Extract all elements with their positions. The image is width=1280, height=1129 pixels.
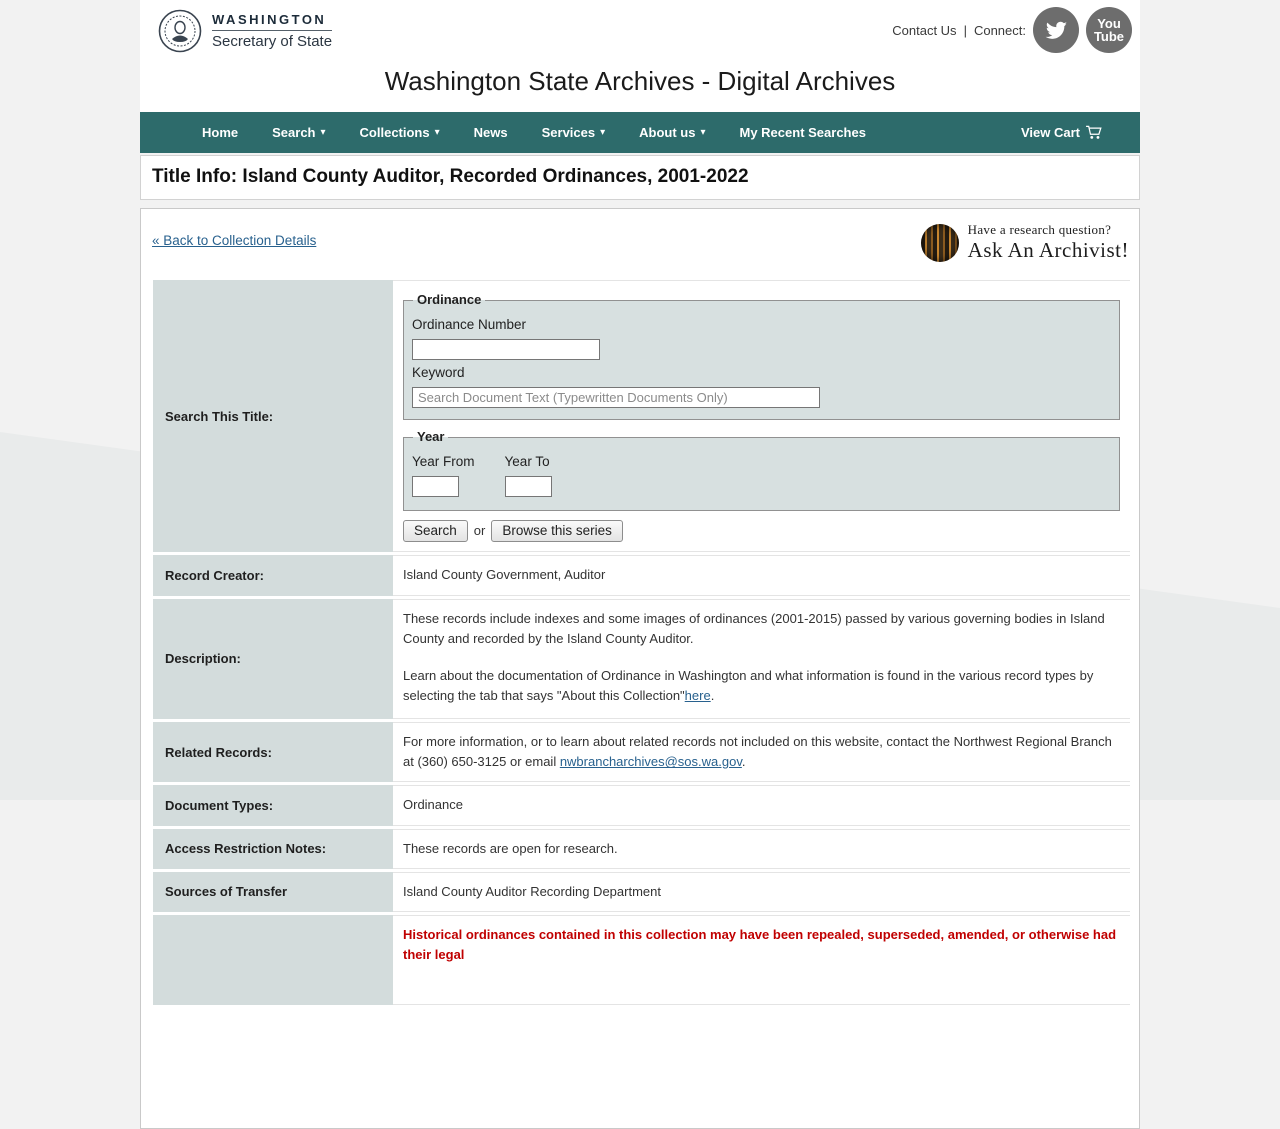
description-paragraph-1: These records include indexes and some images of ordinances (2001-2015) passed by various governing bodies in Island County and recorded by the Island County Auditor. xyxy=(403,610,1105,646)
keyword-label: Keyword xyxy=(412,365,465,381)
chevron-down-icon: ▾ xyxy=(434,126,440,138)
description-text-end: . xyxy=(710,688,715,704)
logo-washington: WASHINGTON xyxy=(212,12,332,31)
table-row-search-this-title xyxy=(153,280,1130,552)
related-records-text-end: . xyxy=(741,754,746,770)
ask-archivist-cta: Ask An Archivist! xyxy=(967,238,1129,262)
nav-about-us-label: About us xyxy=(639,125,696,140)
back-to-collection-link[interactable]: « Back to Collection Details xyxy=(152,233,317,248)
youtube-icon[interactable] xyxy=(1086,7,1132,53)
related-records-text: For more information, or to learn about related records not included on this website, contact the Northwest Regional Branch at (360) 650-3125 or email xyxy=(403,734,1112,770)
row-value xyxy=(393,915,1130,1005)
browse-series-button[interactable]: Browse this series xyxy=(491,520,623,542)
youtube-icon-text-top: You xyxy=(1097,16,1121,31)
site-header xyxy=(140,0,1140,112)
nav-home[interactable] xyxy=(185,112,255,153)
year-to-group xyxy=(505,449,552,497)
row-value: Island County Government, Auditor xyxy=(393,555,1130,595)
view-cart-button[interactable] xyxy=(1004,112,1120,153)
year-to-input[interactable] xyxy=(505,476,552,497)
page-title-band xyxy=(140,155,1140,200)
logo-secretary: Secretary of State xyxy=(212,33,333,50)
logo-text xyxy=(212,12,332,50)
year-fieldset xyxy=(403,427,1120,511)
row-label: Access Restriction Notes: xyxy=(153,829,393,869)
table-row-related-records xyxy=(153,722,1130,782)
nav-news[interactable] xyxy=(457,112,525,153)
row-value: These records are open for research. xyxy=(393,829,1130,869)
table-row-record-creator xyxy=(153,555,1130,595)
row-label: Description: xyxy=(153,599,393,720)
header-separator: | xyxy=(963,22,967,38)
table-row-sources-of-transfer xyxy=(153,872,1130,912)
ordinance-number-label: Ordinance Number xyxy=(412,317,527,333)
row-value xyxy=(393,722,1130,782)
description-text: Learn about the documentation of Ordinance in Washington and what information is found in the various record types by selecting the tab that says "About this Collection" xyxy=(403,667,1094,704)
search-buttons-row xyxy=(403,520,1120,542)
row-label: Document Types: xyxy=(153,785,393,825)
main-nav xyxy=(140,112,1140,153)
nav-services[interactable] xyxy=(525,112,623,153)
title-info-table xyxy=(153,280,1130,1005)
nav-news-label: News xyxy=(473,125,508,140)
row-label: Record Creator: xyxy=(153,555,393,595)
nav-services-label: Services xyxy=(541,125,596,140)
nav-my-recent-searches[interactable] xyxy=(723,112,883,153)
search-button[interactable]: Search xyxy=(403,520,468,542)
ordinance-legend: Ordinance xyxy=(417,292,482,307)
nav-home-label: Home xyxy=(202,125,239,140)
ordinance-number-input[interactable] xyxy=(412,339,600,360)
state-seal-icon xyxy=(158,9,202,53)
nav-collections-label: Collections xyxy=(359,125,430,140)
year-from-group xyxy=(412,449,475,497)
ordinance-fieldset xyxy=(403,290,1120,420)
chevron-down-icon: ▾ xyxy=(320,126,326,138)
chevron-down-icon: ▾ xyxy=(700,126,706,138)
cart-icon xyxy=(1085,125,1103,140)
year-to-label: Year To xyxy=(504,454,550,470)
historical-warning-text: Historical ordinances contained in this collection may have been repealed, superseded, amended, or otherwise had their legal xyxy=(403,926,1117,963)
site-title: Washington State Archives - Digital Archives xyxy=(384,66,896,96)
main-panel xyxy=(140,208,1140,1129)
youtube-icon-text-bottom: Tube xyxy=(1093,29,1125,44)
table-row-document-types xyxy=(153,785,1130,825)
row-label xyxy=(153,915,393,1005)
row-value xyxy=(393,599,1130,720)
nav-search[interactable] xyxy=(255,112,342,153)
nav-collections[interactable] xyxy=(343,112,457,153)
twitter-icon[interactable] xyxy=(1033,7,1079,53)
row-value: Ordinance xyxy=(393,785,1130,825)
header-links xyxy=(892,7,1132,53)
chevron-down-icon: ▾ xyxy=(600,126,606,138)
description-paragraph-2 xyxy=(403,666,1120,706)
year-legend: Year xyxy=(417,429,445,445)
or-text: or xyxy=(473,523,486,539)
row-label: Sources of Transfer xyxy=(153,872,393,912)
nav-my-recent-searches-label: My Recent Searches xyxy=(739,125,866,140)
page-container xyxy=(140,0,1140,1129)
branch-email-link[interactable]: nwbrancharchives@sos.wa.gov xyxy=(559,754,742,770)
ask-archivist-text xyxy=(968,222,1129,263)
view-cart-label: View Cart xyxy=(1020,125,1080,140)
row-value: Island County Auditor Recording Department xyxy=(393,872,1130,912)
table-row-description xyxy=(153,599,1130,720)
nav-about-us[interactable] xyxy=(622,112,722,153)
page-title: Title Info: Island County Auditor, Recorded Ordinances, 2001-2022 xyxy=(152,166,749,187)
keyword-input[interactable] xyxy=(412,387,820,408)
row-label: Search This Title: xyxy=(153,280,393,552)
connect-label: Connect: xyxy=(973,22,1026,38)
ask-archivist-question: Have a research question? xyxy=(967,222,1112,237)
ask-archivist-banner[interactable] xyxy=(921,222,1129,263)
table-row-access-restriction-notes xyxy=(153,829,1130,869)
year-from-label: Year From xyxy=(412,454,475,470)
search-form-cell xyxy=(393,280,1130,552)
row-label: Related Records: xyxy=(153,722,393,782)
sos-logo[interactable] xyxy=(158,9,332,53)
about-collection-here-link[interactable]: here xyxy=(684,688,711,704)
table-row-historical-note xyxy=(153,915,1130,1005)
year-from-input[interactable] xyxy=(412,476,459,497)
books-icon xyxy=(921,224,959,262)
nav-search-label: Search xyxy=(272,125,316,140)
contact-us-link[interactable]: Contact Us xyxy=(892,22,957,38)
